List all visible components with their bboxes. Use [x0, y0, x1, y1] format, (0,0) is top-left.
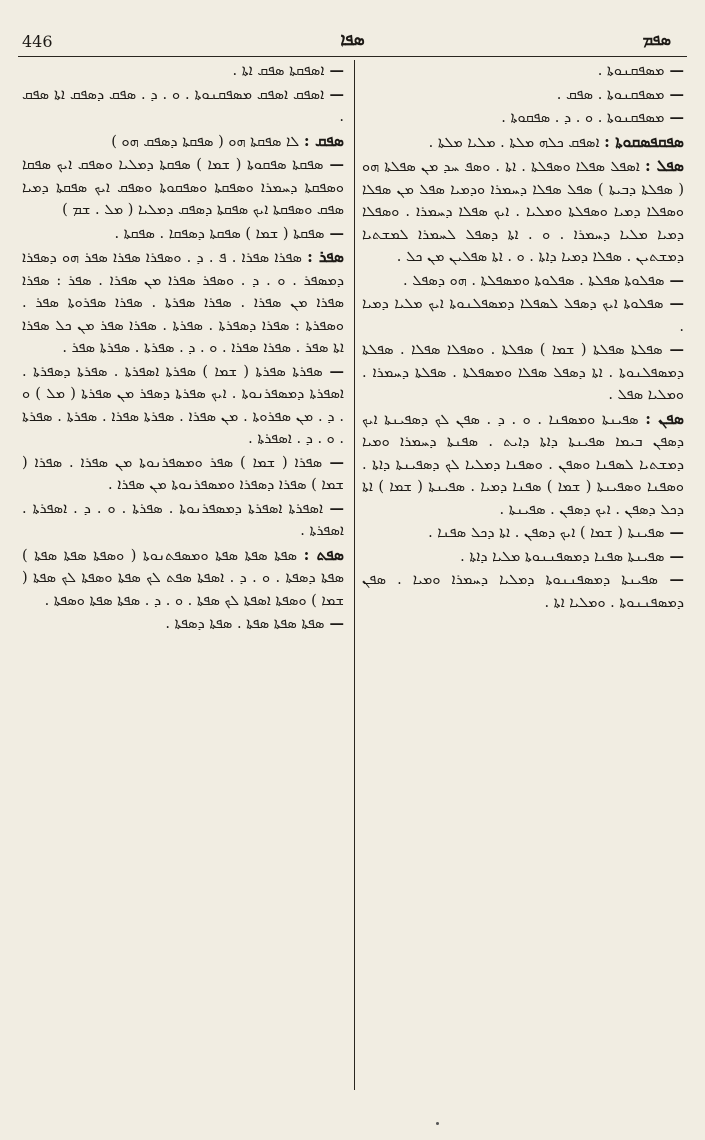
subentry-dash: —	[322, 362, 344, 380]
subentry-dash: —	[324, 224, 344, 242]
dictionary-subentry	[362, 293, 684, 338]
entry-text: ܡܣܦܩܢܘܬܐ . ܘ . ܕ . ܣܦܩܘܬܐ .	[501, 110, 665, 126]
entry-text: ܐܣܦܩ ܟܠܗ ܡܠܬܐ . ܡܠܝܐ ܡܠܬܐ .	[428, 134, 600, 151]
entry-text: ܣܦܪܐ ( ܫܡܐ ) ܣܦܪ ܘܡܣܦܪܢܘܬܐ ܡܢ ܣܦܪܐ . ܣܦܪܐ ( ܫܡܐ ) ܣܦܪܐ ܕܣܦܪܐ ܘܡܣܦܪܢܘܬܐ ܡܢ ܣܦܪܐ .	[22, 454, 344, 493]
dictionary-subentry	[22, 361, 344, 451]
entry-lemma: ܣܦܬ :	[303, 544, 344, 564]
entry-text: ܣܦܩܬܐ ܣܦܩܘܬܐ ( ܫܡܐ ) ܣܦܩܬܐ ܕܡܠܝܐ ܘܣܦܩ ܐܝܟ ܣܦܩܐ ܘܣܦܩܬܐ ܕܚܡܪܐ ܘܣܦܩܬܐ ܘܣܦܩܘܬܐ ܘܣܦܩ ܐܝܟ ܣܦܩܬܐ ܕܡܝܐ ܣܦܩ ܘܣܦܩܬܐ ܐܝܟ ܣܦܩܬܐ ܕܣܦܩ ܕܡܠܝܐ ( ܡܠ . ܫܡ )	[22, 157, 344, 218]
entry-text: ܐܣܦܩܬܐ ܣܦܩ ܐܬܐ .	[232, 63, 325, 79]
page-speck	[436, 1122, 439, 1125]
dictionary-subentry	[362, 107, 684, 130]
subentry-dash: —	[324, 85, 344, 103]
dictionary-entry	[22, 130, 344, 154]
page-number: 446	[22, 32, 53, 51]
dictionary-subentry	[362, 270, 684, 293]
entry-text: ܣܦܝܢܬܐ ( ܫܡܐ ) ܐܝܟ ܕܣܦܢ . ܐܬܐ ܕܟܠ ܣܦܢܐ .	[428, 525, 665, 541]
subentry-dash: —	[324, 62, 344, 79]
entry-text: ܣܦܪܬܐ ܣܦܪܬܐ ( ܫܡܐ ) ܣܦܪܬܐ ܐܣܦܪܬܐ . ܣܦܪܬܐ ܕܣܦܪܬܐ . ܐܣܦܪܬܐ ܕܡܣܦܪܢܘܬܐ . ܐܝܟ ܣܦܪܬܐ ܕܣܦܪ ܡܢ ܣܦܪܬܐ ( ܡܠ ) ܘ . ܕ . ܡܢ ܣܦܪܘܬܐ . ܡܢ ܣܦܪܐ . ܣܦܪܬܐ ܣܦܪܐ . ܣܦܪܬܐ . ܣܦܪܬܐ . ܘ . ܕ . ܐܣܦܪܬܐ .	[22, 363, 344, 447]
entry-text: ܣܦܠܘܬܐ ܣܦܠܬܐ . ܣܦܠܘܬܐ ܘܡܣܦܠܬܐ . ܗܘ ܕܣܦܠ .	[403, 272, 665, 289]
entry-lemma: ܣܦܪ :	[307, 247, 345, 266]
dictionary-subentry	[22, 154, 344, 222]
subentry-dash: —	[322, 453, 344, 471]
entry-text: ܣܦܝܢܬܐ ܘܡܣܦܢܐ . ܘ . ܕ . ܣܦܢ ܠܟ ܕܣܦܝܢܬܐ ܐܝܟ ܕܣܦܢ ܒܝܡܐ ܣܦܝܢܬܐ ܕܐܬܐ ܕܐܝܬ . ܣܦܢܬܐ ܕܚܡܪܐ ܘܡܝܐ ܕܡܫܬܝܐ ܠܣܦܢܐ ܘܣܦܢ . ܘܣܦܢܐ ܕܡܠܝܐ ܠܟ ܕܣܦܝܢܬܐ ܕܐܬܐ . ܘܣܦܢܐ ܘܣܦܝܢܬܐ ( ܫܡܐ ) ܣܦܢܐ ܕܡܝܐ . ܣܦܝܢܬܐ ( ܫܡܐ ) ܐܬܐ ܕܟܠ ܕܣܦܢ . ܐܝܟ ܕܣܦܢ . ܣܦܝܢܬܐ .	[362, 411, 684, 518]
subentry-dash: —	[664, 85, 684, 103]
entry-text: ܣܦܬܐ ܣܦܬܐ ܣܦܬܐ ܘܡܣܦܬܢܘܬܐ ( ܘܣܦܬܐ ܣܦܬܐ ܣܦܬܐ ) ܣܦܬܐ ܕܣܦܬܐ . ܘ . ܕ . ܐܣܦܬܐ ܣܦܬ ܠܟ ܣܦܬܐ ܘܣܦܬܐ ܠܟ ܣܦܬܐ ( ܫܡܐ ) ܘܣܦܬܐ ܐܣܦܬܐ ܠܟ ܣܦܬܐ . ܘ . ܕ . ܣܦܬܐ ܣܦܬܐ ܘܣܦܬܐ .	[22, 547, 344, 609]
dictionary-subentry	[362, 522, 684, 545]
entry-text: ܣܦܬܐ ܣܦܬܐ ܣܦܬܐ . ܣܦܬܐ ܕܣܦܬܐ .	[165, 616, 325, 632]
subentry-dash: —	[664, 547, 684, 565]
subentry-dash: —	[323, 499, 344, 517]
subentry-dash: —	[324, 615, 344, 632]
entry-text: ܡܣܦܩܢܘܬܐ .	[597, 63, 665, 79]
dictionary-subentry	[362, 569, 684, 614]
dictionary-subentry	[362, 60, 684, 83]
subentry-dash: —	[663, 295, 684, 312]
subentry-dash: —	[323, 156, 344, 173]
page-header	[0, 30, 705, 54]
dictionary-subentry	[22, 223, 344, 246]
left-column	[22, 60, 344, 637]
entry-text: ܣܦܠܬܐ ܣܦܠܬܐ ( ܫܡܐ ) ܣܦܠܬܐ . ܘܣܦܠܐ ܣܦܠܐ . ܣܦܠܬܐ ܕܡܣܦܠܢܘܬܐ . ܐܬܐ ܕܣܦܠ ܣܦܠܐ ܘܡܣܦܠܬܐ . ܣܦܠܬܐ ܕܚܡܪܐ . ܘܡܠܝܐ ܣܦܠ .	[362, 342, 684, 403]
entry-text: ܡܣܦܩܢܘܬܐ . ܣܦܩ .	[556, 86, 665, 103]
dictionary-entry	[362, 131, 684, 155]
right-column	[362, 60, 684, 615]
entry-text: ܣܦܝܢܬܐ ܣܦܢܐ ܕܡܣܦܢܢܘܬܐ ܡܠܝܐ ܕܐܬܐ .	[460, 548, 665, 565]
subentry-dash: —	[664, 271, 684, 289]
entry-lemma: ܣܦܩܦܣܩܘܬܐ :	[604, 131, 684, 151]
entry-text: ܐܣܦܠ ܣܦܠܐ ܘܣܦܠܬܐ . ܐܬܐ . ܘܣܦ ܚܕ ܡܢ ܣܦܠܬܐ ܗܘ ( ܣܦܠܬܐ ܕܒܝܬܐ ) ܣܦܠ ܣܦܠܐ ܕܚܡܪܐ ܘܕܡܝܐ ܣܦܠ ܡܢ ܣܦܠܐ ܘܣܦܠܐ ܕܡܝܐ ܘܣܦܠܬܐ ܘܡܠܝܐ . ܐܝܟ ܣܦܠܐ ܕܚܡܪܐ . ܘܣܦܠܐ ܕܡܝܐ ܡܠܝܐ ܕܚܡܪܐ . ܘ . ܐܬܐ ܕܣܦܠ ܠܚܡܪܐ ܠܡܫܬܝܐ ܕܡܫܬܝܢ . ܣܦܠܐ ܕܡܝܐ ܕܐܬܐ . ܘ . ܐܬܐ ܣܦܠܝܢ ܡܢ ܟܠ .	[362, 159, 684, 265]
entry-text: ܣܦܪܐ ܣܦܪܐ . ܦ . ܕ . ܘܣܦܪܐ ܣܦܪܐ ܣܦܪ ܗܘ ܕܣܦܪܐ ܕܡܣܦܪ . ܘ . ܕ . ܘܣܦܪ ܣܦܪܐ ܡܢ ܣܦܪܐ . ܣܦܪ : ܣܦܪܐ ܣܦܪܐ ܡܢ ܣܦܪܐ . ܣܦܪܐ ܣܦܪܬܐ . ܣܦܪܐ ܣܦܪܘܬܐ ܣܦܪ . ܘܣܦܪܬܐ : ܣܦܪܐ ܕܣܦܪܬܐ . ܣܦܪܬܐ . ܣܦܪܐ ܣܦܪ ܡܢ ܟܠ ܣܦܪܐ ܐܬܐ ܣܦܪ . ܣܦܪܐ ܣܦܪܐ . ܘ . ܕ . ܣܦܪܬܐ . ܣܦܪܬܐ ܣܦܪ .	[22, 250, 344, 356]
dictionary-entry	[22, 246, 344, 360]
dictionary-subentry	[362, 84, 684, 107]
dictionary-entry	[22, 544, 344, 613]
running-head-center: ܣܦܐ	[340, 30, 365, 50]
dictionary-entry	[362, 155, 684, 269]
entry-text: ܣܦܩܬܐ ( ܫܡܐ ) ܣܦܩܬܐ ܕܣܦܩܐ . ܣܦܩܬܐ .	[114, 225, 325, 242]
dictionary-subentry	[362, 339, 684, 407]
entry-lemma: ܣܦܢ :	[645, 408, 684, 428]
running-head-right: ܣܦܡ	[642, 30, 671, 49]
entry-lemma: ܣܦܠ :	[645, 156, 684, 175]
dictionary-entry	[362, 408, 684, 522]
entry-text: ܠܐ ܣܦܩܬܐ ܗܘ ( ܣܦܩܬܐ ܕܣܦܩ ܗܘ )	[111, 133, 300, 150]
entry-text: ܐܣܦܩ ܐܣܦܩ ܡܣܦܩܢܘܬܐ . ܘ . ܕ . ܣܦܩ ܕܣܦܩ ܐܬܐ ܣܦܩ .	[22, 86, 344, 125]
subentry-dash: —	[662, 341, 684, 358]
dictionary-subentry	[22, 452, 344, 497]
entry-text: ܣܦܠܘܬܐ ܐܝܟ ܕܣܦܠ ܠܣܦܠܐ ܕܡܣܦܠܢܘܬܐ ܐܝܟ ܡܠܝܐ ܕܡܝܐ .	[362, 296, 684, 335]
dictionary-subentry	[22, 613, 344, 636]
dictionary-subentry	[22, 498, 344, 543]
entry-lemma: ܣܦܩ :	[303, 130, 344, 150]
header-rule	[18, 56, 687, 57]
dictionary-subentry	[22, 84, 344, 129]
subentry-dash: —	[664, 62, 684, 79]
column-divider	[354, 60, 355, 1090]
entry-text: ܣܦܝܢܬܐ ܕܡܣܦܢܢܘܬܐ ܕܡܠܝܐ ܕܚܡܪܐ ܘܡܝܐ . ܣܦܢ ܕܡܣܦܢܢܘܬܐ . ܘܡܠܝܐ ܐܬܐ .	[362, 572, 684, 611]
subentry-dash: —	[657, 571, 684, 588]
dictionary-subentry	[22, 60, 344, 83]
entry-text: ܐܣܦܪܬܐ ܐܣܦܪܬܐ ܕܡܣܦܪܢܘܬܐ . ܣܦܪܬܐ . ܘ . ܕ . ܐܣܦܪܬܐ . ܐܣܦܪܬܐ .	[22, 500, 344, 539]
subentry-dash: —	[664, 109, 684, 126]
dictionary-subentry	[362, 546, 684, 569]
subentry-dash: —	[664, 524, 684, 541]
